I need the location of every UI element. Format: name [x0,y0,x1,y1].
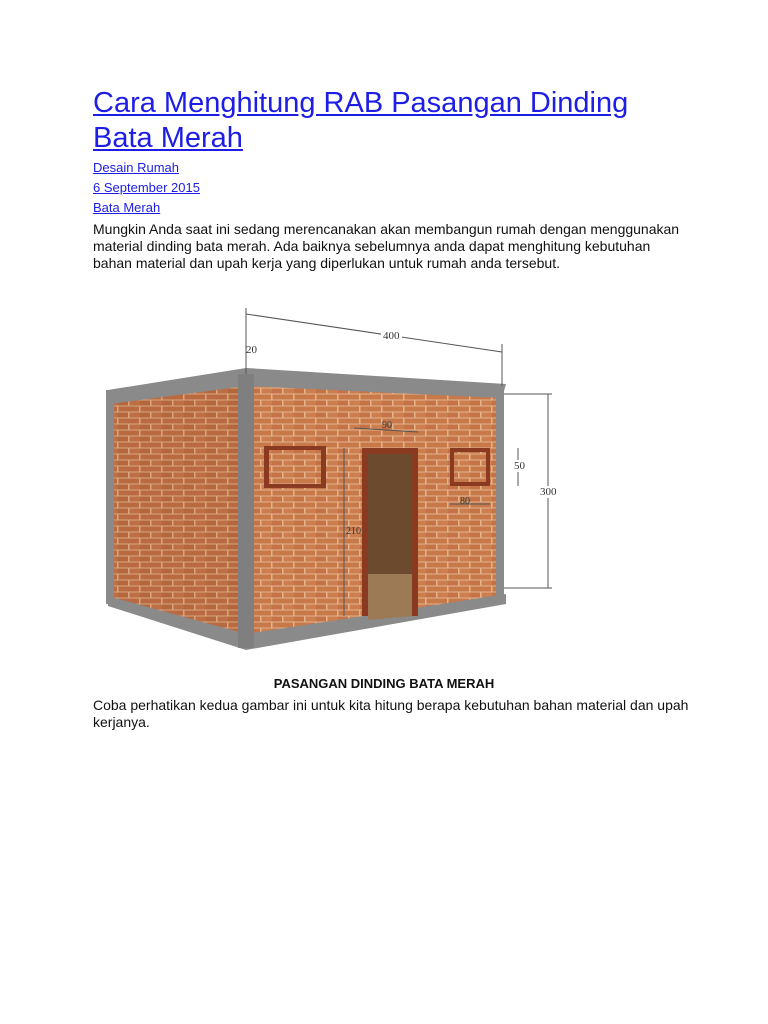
dim-door-height-label: 210 [346,526,361,537]
dim-height-label: 300 [540,486,557,498]
tag-link[interactable]: Bata Merah [93,200,161,215]
dim-window-width-label: 80 [460,496,470,507]
dim-door-width-label: 90 [382,420,392,431]
column-corner [238,374,254,648]
brick-house-illustration [96,298,566,666]
date-link[interactable]: 6 September 2015 [93,180,200,195]
dim-width-label: 400 [383,330,400,342]
brick-wall-figure [96,298,566,666]
column-right [496,386,504,600]
article-title[interactable]: Cara Menghitung RAB Pasangan Dinding Bata Merah [93,87,629,154]
category-link[interactable]: Desain Rumah [93,160,179,175]
left-wall [110,384,246,634]
intro-paragraph: Mungkin Anda saat ini sedang merencanakan akan membangun rumah dengan menggunakan material dinding bata merah. Ada baiknya sebelumnya anda dapat menghitung kebutuhan bahan material dan upah kerja yang diperlukan untuk rumah anda tersebut. [93,221,680,271]
figure-caption: PASANGAN DINDING BATA MERAH [273,676,495,691]
body-paragraph: Coba perhatikan kedua gambar ini untuk kita hitung berapa kebutuhan bahan material dan upah kerjanya. [93,697,689,730]
dim-column-label: 20 [246,344,257,356]
column-left [106,390,114,604]
dim-window-height-label: 50 [514,460,525,472]
